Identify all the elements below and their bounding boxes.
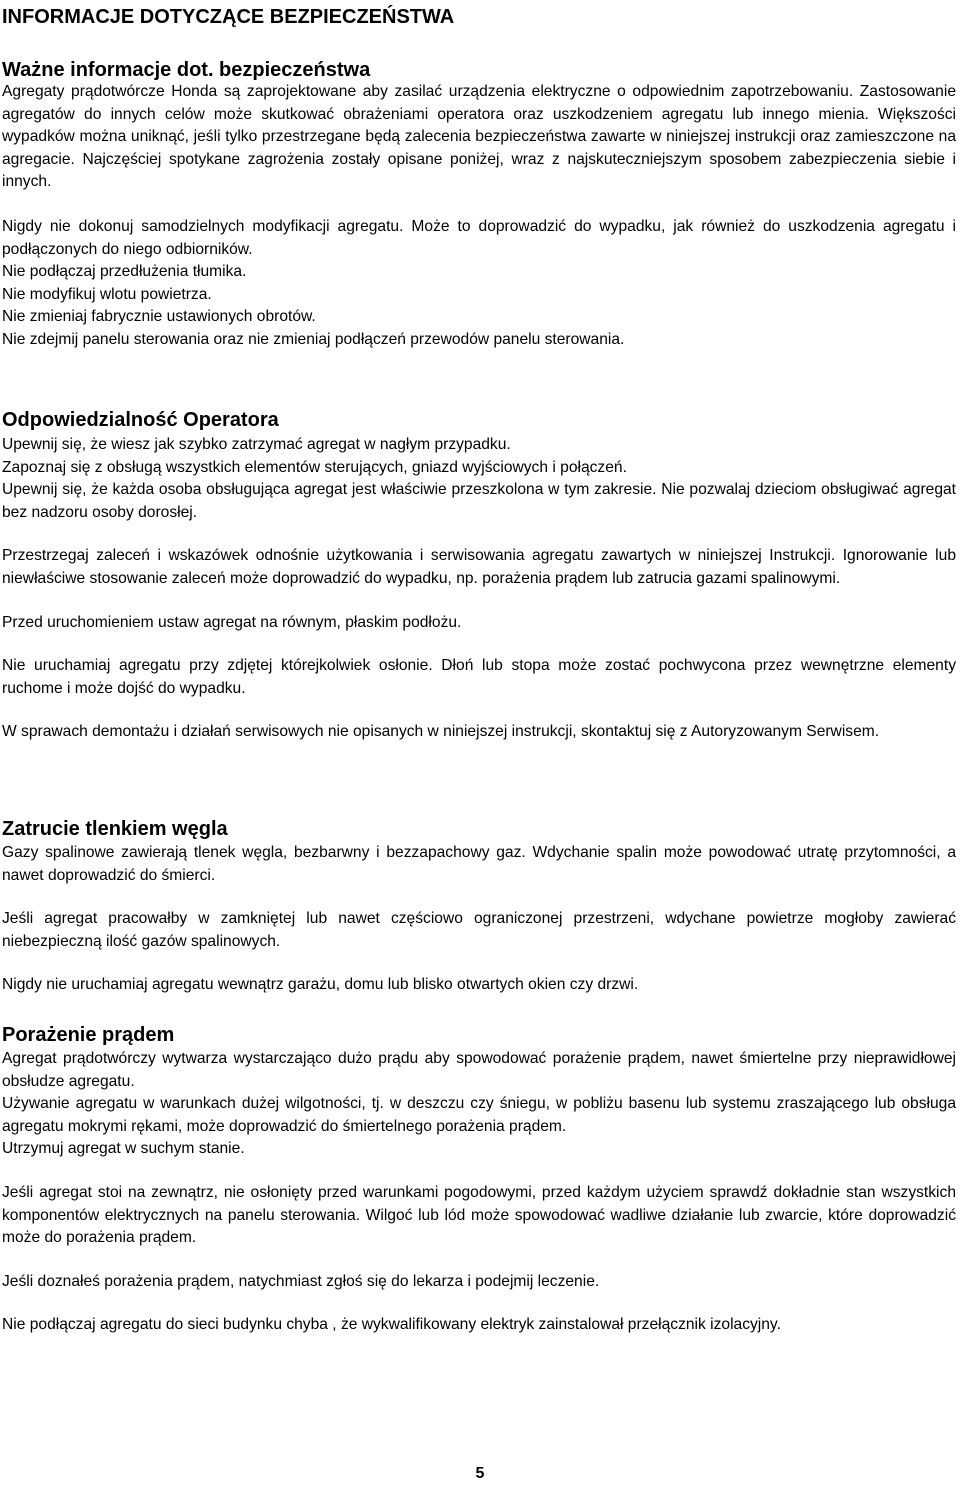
paragraph: Nie podłączaj przedłużenia tłumika. — [2, 263, 247, 281]
section-heading: Odpowiedzialność Operatora — [2, 409, 279, 431]
paragraph: Nie zdejmij panelu sterowania oraz nie zmieniaj podłączeń przewodów panelu sterowania. — [2, 330, 625, 348]
paragraph: Przestrzegaj zaleceń i wskazówek odnośnie użytkowania i serwisowania agregatu zawartych w niniejszej Instrukcji. Ignorowanie lub niewłaściwe stosowanie zaleceń może doprowadzić do wypadku, np. porażenia prądem lub zatrucia gazami spalinowymi. — [2, 547, 956, 587]
paragraph: Zapoznaj się z obsługą wszystkich elementów sterujących, gniazd wyjściowych i połączeń. — [2, 458, 627, 476]
paragraph: Upewnij się, że wiesz jak szybko zatrzymać agregat w nagłym przypadku. — [2, 436, 511, 453]
paragraph: Agregaty prądotwórcze Honda są zaprojektowane aby zasilać urządzenia elektryczne o odpowiednim zapotrzebowaniu. Zastosowanie agregatów do innych celów może skutkować obrażeniami operatora oraz uszkodzeniem agregatu lub innego mienia. Większości wypadków można uniknąć, jeśli tylko przestrzegane będą zalecenia bezpieczeństwa zawarte w niniejszej instrukcji oraz zamieszczone na agregacie. Najczęściej spotykane zagrożenia zostały opisane poniżej, wraz z najskuteczniejszym sposobem zabezpieczenia siebie i innych. — [2, 83, 956, 191]
paragraph: Agregat prądotwórczy wytwarza wystarczająco dużo prądu aby spowodować porażenie prądem, nawet śmiertelne przy nieprawidłowej obsłudze agregatu. — [2, 1050, 956, 1090]
page-title: INFORMACJE DOTYCZĄCE BEZPIECZEŃSTWA — [2, 6, 455, 28]
paragraph: W sprawach demontażu i działań serwisowych nie opisanych w niniejszej instrukcji, skontaktuj się z Autoryzowanym Serwisem. — [2, 723, 880, 741]
paragraph: Gazy spalinowe zawierają tlenek węgla, bezbarwny i bezzapachowy gaz. Wdychanie spalin może powodować utratę przytomności, a nawet doprowadzić do śmierci. — [2, 844, 956, 884]
paragraph: Nie modyfikuj wlotu powietrza. — [2, 285, 212, 303]
paragraph: Jeśli doznałeś porażenia prądem, natychmiast zgłoś się do lekarza i podejmij leczenie. — [2, 1272, 600, 1290]
paragraph: Utrzymuj agregat w suchym stanie. — [2, 1140, 245, 1158]
section-operator-responsibility — [2, 408, 956, 744]
paragraph: Przed uruchomieniem ustaw agregat na równym, płaskim podłożu. — [2, 613, 462, 631]
paragraph: Nigdy nie uruchamiaj agregatu wewnątrz garażu, domu lub blisko otwartych okien czy drzwi. — [2, 976, 639, 994]
section-heading: Porażenie prądem — [2, 1024, 175, 1046]
section-heading: Ważne informacje dot. bezpieczeństwa — [2, 59, 371, 81]
paragraph: Nie zmieniaj fabrycznie ustawionych obrotów. — [2, 308, 316, 326]
paragraph: Nigdy nie dokonuj samodzielnych modyfikacji agregatu. Może to doprowadzić do wypadku, jak również do uszkodzenia agregatu i podłączonych do niego odbiorników. — [2, 217, 956, 258]
paragraph: Nie uruchamiaj agregatu przy zdjętej którejkolwiek osłonie. Dłoń lub stopa może zostać pochwycona przez wewnętrzne elementy ruchome i może dojść do wypadku. — [2, 657, 956, 697]
paragraph: Używanie agregatu w warunkach dużej wilgotności, tj. w deszczu czy śniegu, w pobliżu basenu lub systemu zraszającego lub obsługa agregatu mokrymi rękami, może doprowadzić do śmiertelnego porażenia prądem. — [2, 1095, 956, 1135]
paragraph: Jeśli agregat pracowałby w zamkniętej lub nawet częściowo ograniczonej przestrzeni, wdychane powietrze mogłoby zawierać niebezpieczną ilość gazów spalinowych. — [2, 910, 956, 950]
paragraph: Jeśli agregat stoi na zewnątrz, nie osłonięty przed warunkami pogodowymi, przed każdym użyciem sprawdź dokładnie stan wszystkich komponentów elektrycznych na panelu sterowania. Wilgoć lub lód może spowodować wadliwe działanie lub zwarcie, które doprowadzić może do porażenia prądem. — [2, 1183, 956, 1247]
paragraph: Upewnij się, że każda osoba obsługująca agregat jest właściwie przeszkolona w tym zakresie. Nie pozwalaj dzieciom obsługiwać agregat bez nadzoru osoby dorosłej. — [2, 481, 956, 521]
paragraph: Nie podłączaj agregatu do sieci budynku chyba , że wykwalifikowany elektryk zainstalował przełącznik izolacyjny. — [2, 1316, 781, 1334]
section-carbon-monoxide — [2, 817, 956, 997]
section-important-safety — [2, 58, 956, 352]
page-number: 5 — [475, 1465, 485, 1482]
section-heading: Zatrucie tlenkiem węgla — [2, 818, 228, 840]
section-electric-shock — [2, 1023, 956, 1337]
